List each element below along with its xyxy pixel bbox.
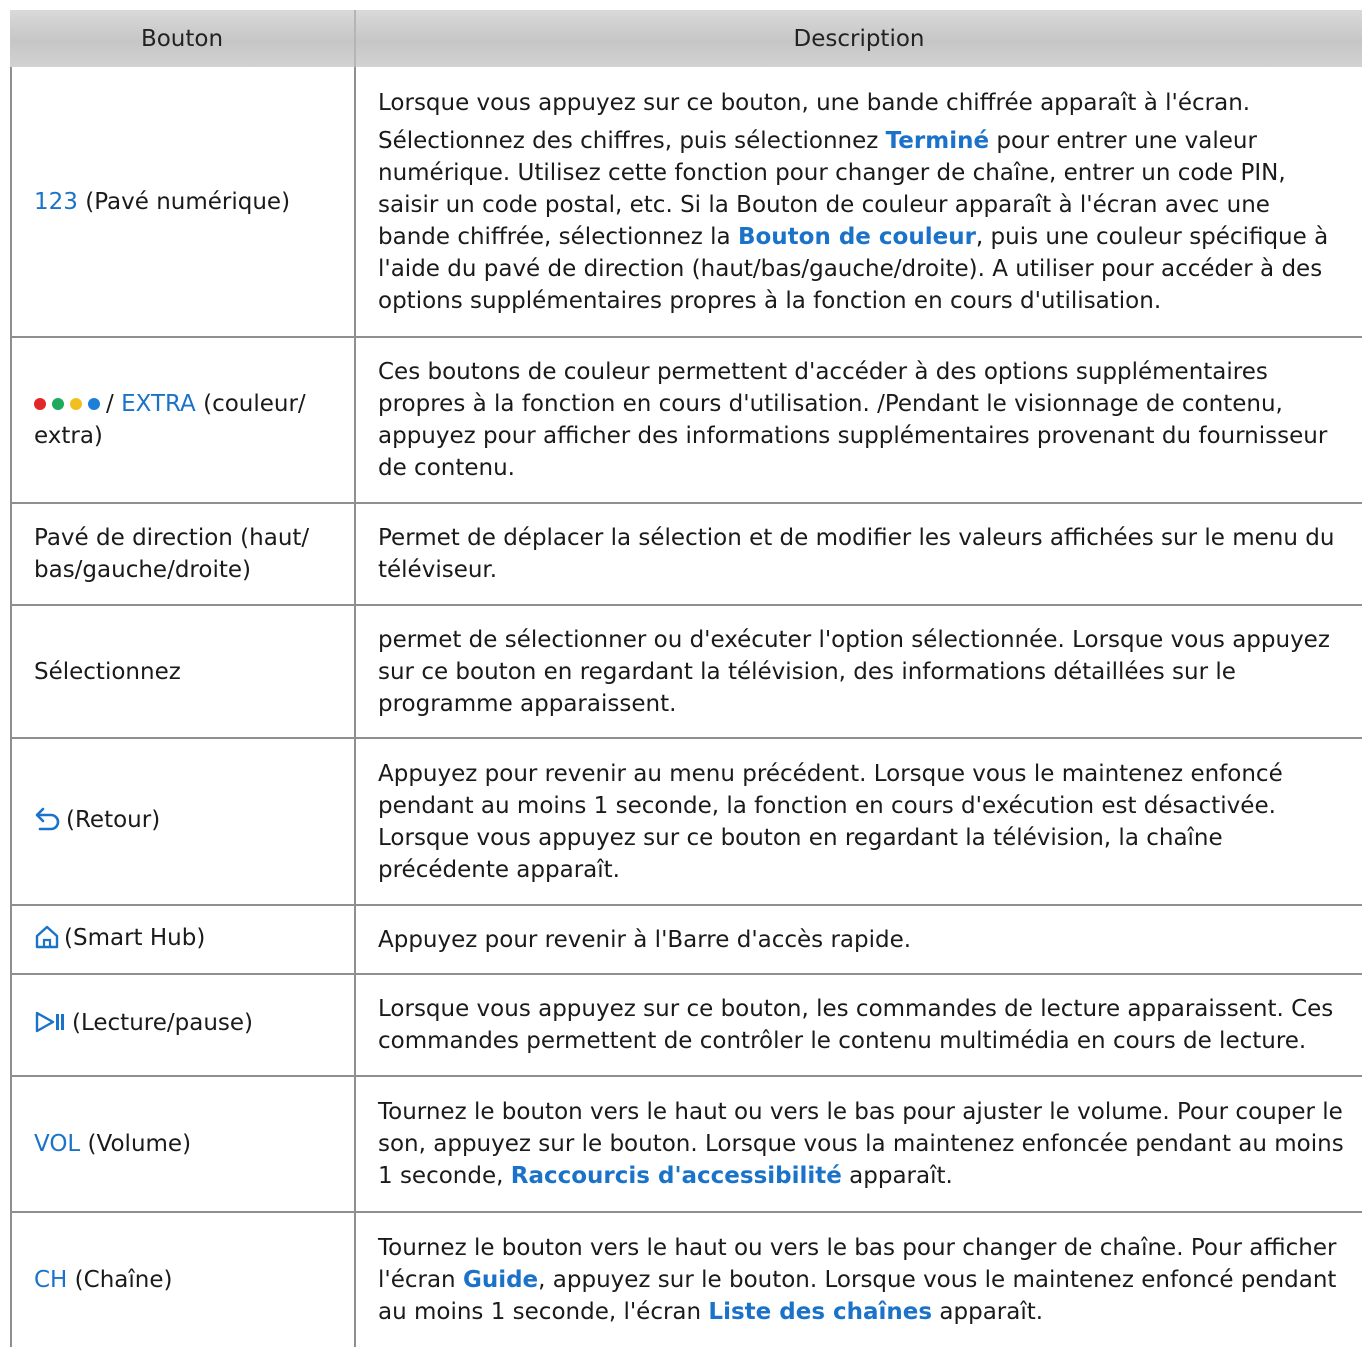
button-cell — [10, 906, 356, 973]
description-cell — [356, 1213, 1362, 1347]
link-termine: Terminé — [885, 127, 990, 154]
description-text: Appuyez pour revenir à l'Barre d'accès rapide. — [378, 926, 912, 953]
link-guide: Guide — [462, 1267, 539, 1293]
home-icon — [34, 925, 60, 958]
table-row — [10, 1077, 1362, 1213]
description-text: Ces boutons de couleur permettent d'accéder à des options supplémentaires propres à la fonction en cours d'utilisation. /Pendant le visionnage de contenu, appuyez pour afficher des informations supplémentaires provenant du fournisseur de contenu. — [378, 359, 1328, 481]
yellow-dot-icon — [70, 398, 82, 410]
table-row — [10, 504, 1362, 606]
description-text: Lorsque vous appuyez sur ce bouton, une bande chiffrée apparaît à l'écran. — [378, 89, 1251, 116]
button-label: (Smart Hub) — [64, 924, 206, 951]
link-raccourcis-accessibilite: Raccourcis d'accessibilité — [510, 1163, 842, 1189]
button-cell — [10, 739, 356, 904]
button-label: Sélectionnez — [34, 658, 181, 685]
button-label: (Chaîne) — [67, 1267, 173, 1293]
description-text: Permet de déplacer la sélection et de modifier les valeurs affichées sur le menu du téléviseur. — [378, 525, 1335, 583]
description-text: Tournez le bouton vers le haut ou vers le bas pour ajuster le volume. Pour couper le son, appuyez sur le bouton. Lorsque vous la maintenez enfoncée pendant au moins 1 seconde, Raccourcis d'accessibilité apparaît. — [378, 1099, 1344, 1189]
table-row — [10, 906, 1362, 975]
table-row — [10, 67, 1362, 338]
description-text: permet de sélectionner ou d'exécuter l'option sélectionnée. Lorsque vous appuyez sur ce bouton en regardant la télévision, des informations détaillées sur le programme apparaissent. — [378, 626, 1330, 717]
button-key: VOL — [34, 1131, 81, 1157]
description-cell — [356, 67, 1362, 336]
blue-dot-icon — [88, 398, 100, 410]
button-cell — [10, 504, 356, 604]
table-row — [10, 606, 1362, 739]
button-cell — [10, 975, 356, 1075]
button-cell — [10, 1213, 356, 1347]
description-text: Appuyez pour revenir au menu précédent. Lorsque vous le maintenez enfoncé pendant au moins 1 seconde, la fonction en cours d'exécution est désactivée. Lorsque vous appuyez sur ce bouton en regardant la télévision, la chaîne précédente apparaît. — [378, 760, 1283, 883]
button-cell — [10, 606, 356, 737]
header-button: Bouton — [10, 10, 356, 67]
return-icon — [34, 807, 62, 840]
play-pause-icon — [34, 1010, 68, 1043]
description-cell — [356, 338, 1362, 502]
description-text: Sélectionnez des chiffres, puis sélectionnez Terminé pour entrer une valeur numérique. Utilisez cette fonction pour changer de chaîne, entrer un code PIN, saisir un code postal, etc. Si la Bouton de couleur apparaît à l'écran avec une bande chiffrée, sélectionnez la Bouton de couleur, puis une couleur spécifique à l'aide du pavé de direction (haut/bas/gauche/droite). A utiliser pour accéder à des options supplémentaires propres à la fonction en cours d'utilisation. — [378, 127, 1329, 314]
button-label: Pavé de direction (haut/ bas/gauche/droite) — [34, 525, 310, 583]
table-header — [10, 10, 1362, 67]
button-description-table — [10, 10, 1362, 1347]
description-cell — [356, 504, 1362, 604]
button-label: (couleur/ extra) — [34, 391, 306, 449]
button-key: CH — [34, 1267, 68, 1293]
table-row — [10, 338, 1362, 504]
table-row — [10, 1213, 1362, 1347]
description-cell — [356, 606, 1362, 737]
button-label: (Pavé numérique) — [85, 188, 291, 215]
green-dot-icon — [52, 398, 64, 410]
red-dot-icon — [34, 398, 46, 410]
button-label: (Lecture/pause) — [72, 1010, 254, 1036]
description-cell — [356, 1077, 1362, 1211]
description-cell — [356, 975, 1362, 1075]
table-row — [10, 739, 1362, 906]
button-cell — [10, 67, 356, 336]
description-cell — [356, 906, 1362, 973]
description-cell — [356, 739, 1362, 904]
button-cell: / EXTRA (couleur/ extra) — [10, 338, 356, 502]
button-key: EXTRA — [121, 391, 196, 417]
link-liste-des-chaines: Liste des chaînes — [708, 1299, 933, 1325]
button-label: (Retour) — [66, 806, 161, 833]
header-description: Description — [793, 25, 925, 52]
button-key: 123 — [34, 188, 78, 215]
description-text: Lorsque vous appuyez sur ce bouton, les commandes de lecture apparaissent. Ces commandes permettent de contrôler le contenu multimédia en cours de lecture. — [378, 996, 1334, 1054]
button-cell — [10, 1077, 356, 1211]
description-text: Tournez le bouton vers le haut ou vers le bas pour changer de chaîne. Pour afficher l'écran Guide, appuyez sur le bouton. Lorsque vous le maintenez enfoncé pendant au moins 1 seconde, l'écran Liste des chaînes apparaît. — [378, 1235, 1337, 1325]
button-label: (Volume) — [80, 1131, 192, 1157]
table-row — [10, 975, 1362, 1077]
link-bouton-de-couleur: Bouton de couleur — [737, 223, 976, 250]
